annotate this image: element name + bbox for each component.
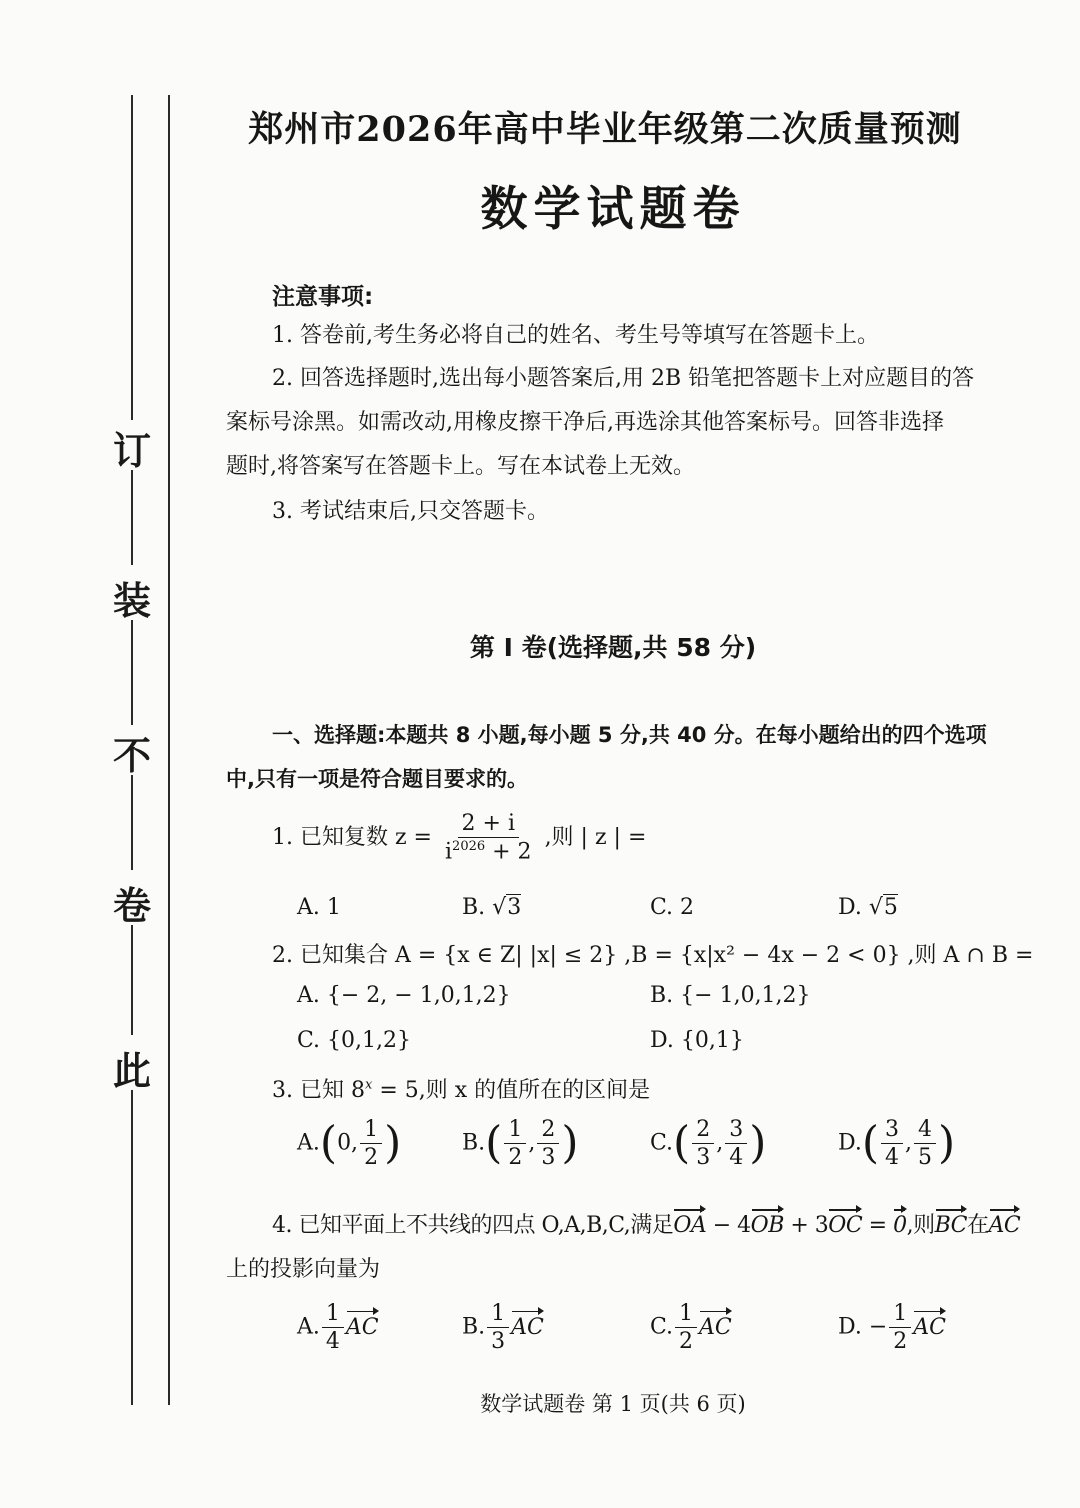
q3-option-c: C.( $\frac{2}{3}$ , $\frac{3}{4}$ ) — [650, 1117, 767, 1171]
q3-option-d: D.( $\frac{3}{4}$ , $\frac{4}{5}$ ) — [838, 1117, 956, 1171]
q4-option-b: B. $\frac{1}{3}$ AC — [462, 1301, 544, 1355]
binding-rule-inner — [131, 925, 133, 1035]
q3-option-b: B.( $\frac{1}{2}$ , $\frac{2}{3}$ ) — [462, 1117, 579, 1171]
q2-option-c: C. {0,1,2} — [297, 1028, 412, 1053]
q3-option-a: A.(0, $\frac{1}{2}$ ) — [297, 1117, 402, 1171]
notice-item-1: 1. 答卷前,考生务必将自己的姓名、考生号等填写在答题卡上。 — [272, 323, 879, 348]
q2-option-a: A. {− 2, − 1,0,1,2} — [297, 983, 511, 1008]
q1-denominator: $i^{2026} + 2$ — [445, 839, 532, 865]
binding-char: 卷 — [112, 884, 151, 928]
paper-title: 数学试题卷 — [480, 182, 746, 237]
q1-fraction — [441, 812, 536, 864]
q1-option-a: A. 1 — [297, 895, 341, 920]
q4-option-c: C. $\frac{1}{2}$ AC — [650, 1301, 732, 1355]
notice-item-2-line-1: 2. 回答选择题时,选出每小题答案后,用 2B 铅笔把答题卡上对应题目的答 — [272, 366, 975, 391]
q1-lead: 1. 已知复数 z = — [272, 824, 432, 850]
binding-char: 订 — [112, 429, 151, 473]
question-1 — [272, 812, 646, 864]
q4-option-d: D. − $\frac{1}{2}$ AC — [838, 1301, 947, 1355]
binding-rule-inner — [131, 1090, 133, 1405]
notice-heading: 注意事项: — [272, 284, 374, 310]
section-title: 第 Ⅰ 卷(选择题,共 58 分) — [469, 633, 757, 662]
section-intro-line-1: 一、选择题:本题共 8 小题,每小题 5 分,共 40 分。在每小题给出的四个选项 — [272, 723, 987, 747]
q1-tail: ,则 | z | = — [544, 824, 647, 850]
section-intro-line-2: 中,只有一项是符合题目要求的。 — [226, 767, 528, 791]
exam-title: 郑州市2026年高中毕业年级第二次质量预测 — [248, 109, 962, 150]
page-footer: 数学试题卷 第 1 页(共 6 页) — [480, 1392, 746, 1416]
q1-numerator: 2 + i — [458, 812, 519, 838]
q4-option-a: A. $\frac{1}{4}$ AC — [297, 1301, 379, 1355]
question-3: 3. 已知 $8^x = 5$,则 x 的值所在的区间是 — [272, 1077, 651, 1103]
binding-rule-inner — [131, 775, 133, 870]
q1-option-c: C. 2 — [650, 895, 695, 920]
binding-char: 此 — [112, 1049, 151, 1093]
q1-option-d: D. √5 — [838, 895, 898, 920]
q2-option-d: D. {0,1} — [650, 1028, 744, 1053]
notice-item-2-line-2: 案标号涂黑。如需改动,用橡皮擦干净后,再选涂其他答案标号。回答非选择 — [226, 410, 944, 435]
question-4-line-2: 上的投影向量为 — [226, 1257, 381, 1282]
binding-rule-inner — [131, 470, 133, 565]
question-2: 2. 已知集合 A = {x ∈ Z| |x| ≤ 2} ,B = {x|x² − 4x − 2 < 0} ,则 A ∩ B = — [272, 943, 1034, 968]
notice-item-3: 3. 考试结束后,只交答题卡。 — [272, 499, 549, 524]
binding-rule-outer — [168, 95, 170, 1405]
question-4: 4. 已知平面上不共线的四点 O,A,B,C,满足OA − 4OB + 3OC = 0,则BC在AC — [272, 1213, 1021, 1238]
q2-option-b: B. {− 1,0,1,2} — [650, 983, 811, 1008]
binding-char: 不 — [112, 734, 151, 778]
notice-item-2-line-3: 题时,将答案写在答题卡上。写在本试卷上无效。 — [226, 454, 695, 479]
binding-char: 装 — [112, 579, 151, 623]
q1-option-b: B. √3 — [462, 895, 522, 920]
